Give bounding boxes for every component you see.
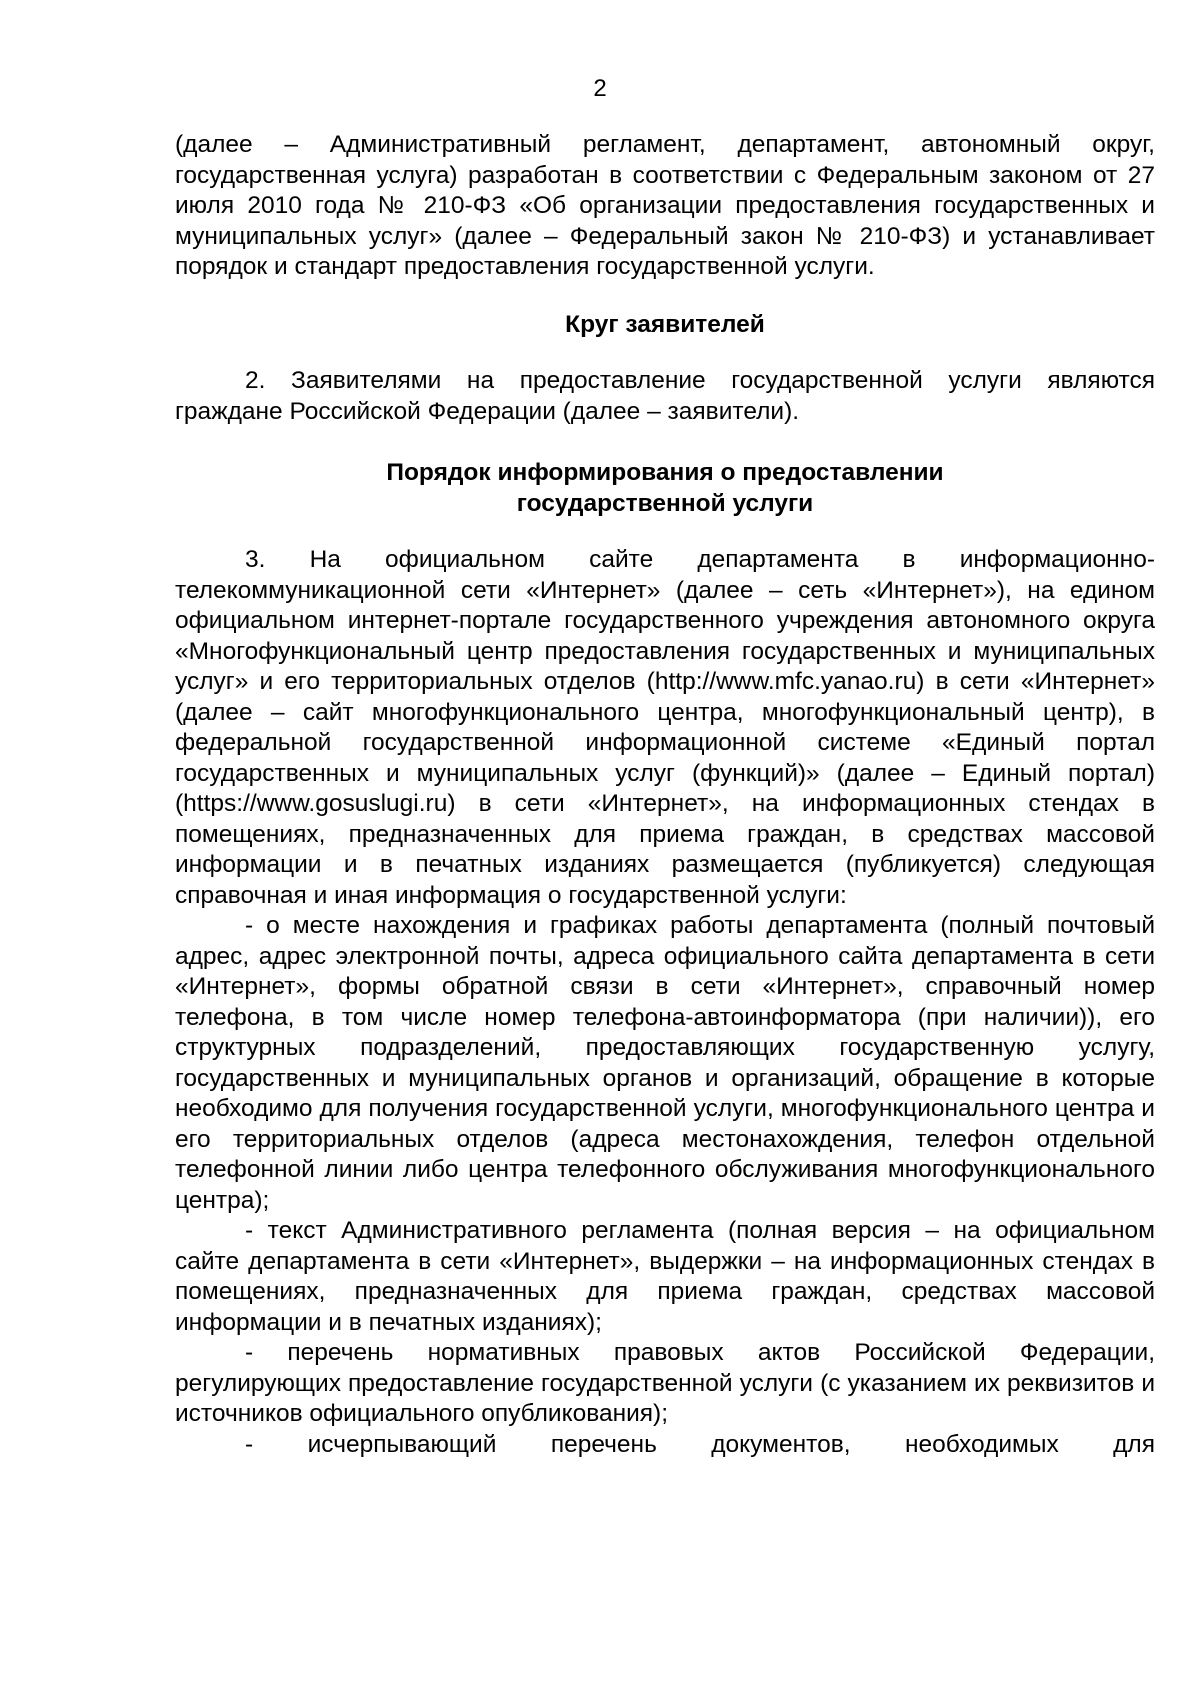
list-item-location-schedule: - о месте нахождения и графиках работы департамента (полный почтовый адрес, адрес электронной почты, адреса официального сайта департамента в сети «Интернет», формы обратной связи в сети «Интернет», справочный номер телефона, в том числе номер телефона-автоинформатора (при наличии)), его структурных подразделений, предоставляющих государственную услугу, государственных и муниципальных органов и организаций, обращение в которые необходимо для получения государственной услуги, многофункционального центра и его территориальных отделов (адреса местонахождения, телефон отдельной телефонной линии либо центра телефонного обслуживания многофункционального центра); [175,912,1155,1214]
list-item-legal-acts: - перечень нормативных правовых актов Российской Федерации, регулирующих предоставление государственной услуги (с указанием их реквизитов и источников официального опубликования); [175,1339,1155,1427]
paragraph-3: 3. На официальном сайте департамента в информационно-телекоммуникационной сети «Интернет» (далее – сеть «Интернет»), на едином официальном интернет-портале государственного учреждения автономного округа «Многофункциональный центр предоставления государственных и муниципальных услуг» и его территориальных отделов (http://www.mfc.yanao.ru) в сети «Интернет» (далее – сайт многофункционального центра, многофункциональный центр), в федеральной государственной информационной системе «Единый портал государственных и муниципальных услуг (функций)» (далее – Единый портал) (https://www.gosuslugi.ru) в сети «Интернет», на информационных стендах в помещениях, предназначенных для приема граждан, в средствах массовой информации и в печатных изданиях размещается (публикуется) следующая справочная и иная информация о государственной услуги: [175,546,1155,909]
section-heading-applicants: Круг заявителей [565,310,765,338]
section-heading-informing-line1: Порядок информирования о предоставлении [386,459,944,486]
document-body [175,130,1155,1460]
page-number: 2 [593,75,607,102]
intro-paragraph: (далее – Административный регламент, департамент, автономный округ, государственная услуга) разработан в соответствии с Федеральным законом от 27 июля 2010 года № 210-ФЗ «Об организации предоставления государственных и муниципальных услуг» (далее – Федеральный закон № 210-ФЗ) и устанавливает порядок и стандарт предоставления государственной услуги. [175,131,1155,280]
list-item-documents: - исчерпывающий перечень документов, необходимых для [245,1430,1155,1458]
list-item-regulation-text: - текст Административного регламента (полная версия – на официальном сайте департамента в сети «Интернет», выдержки – на информационных стендах в помещениях, предназначенных для приема граждан, средствах массовой информации и в печатных изданиях); [175,1217,1155,1336]
section-heading-informing-line2: государственной услуги [516,489,814,517]
paragraph-2: 2. Заявителями на предоставление государственной услуги являются граждане Российской Федерации (далее – заявители). [175,367,1155,425]
section-heading-informing [175,458,1155,519]
